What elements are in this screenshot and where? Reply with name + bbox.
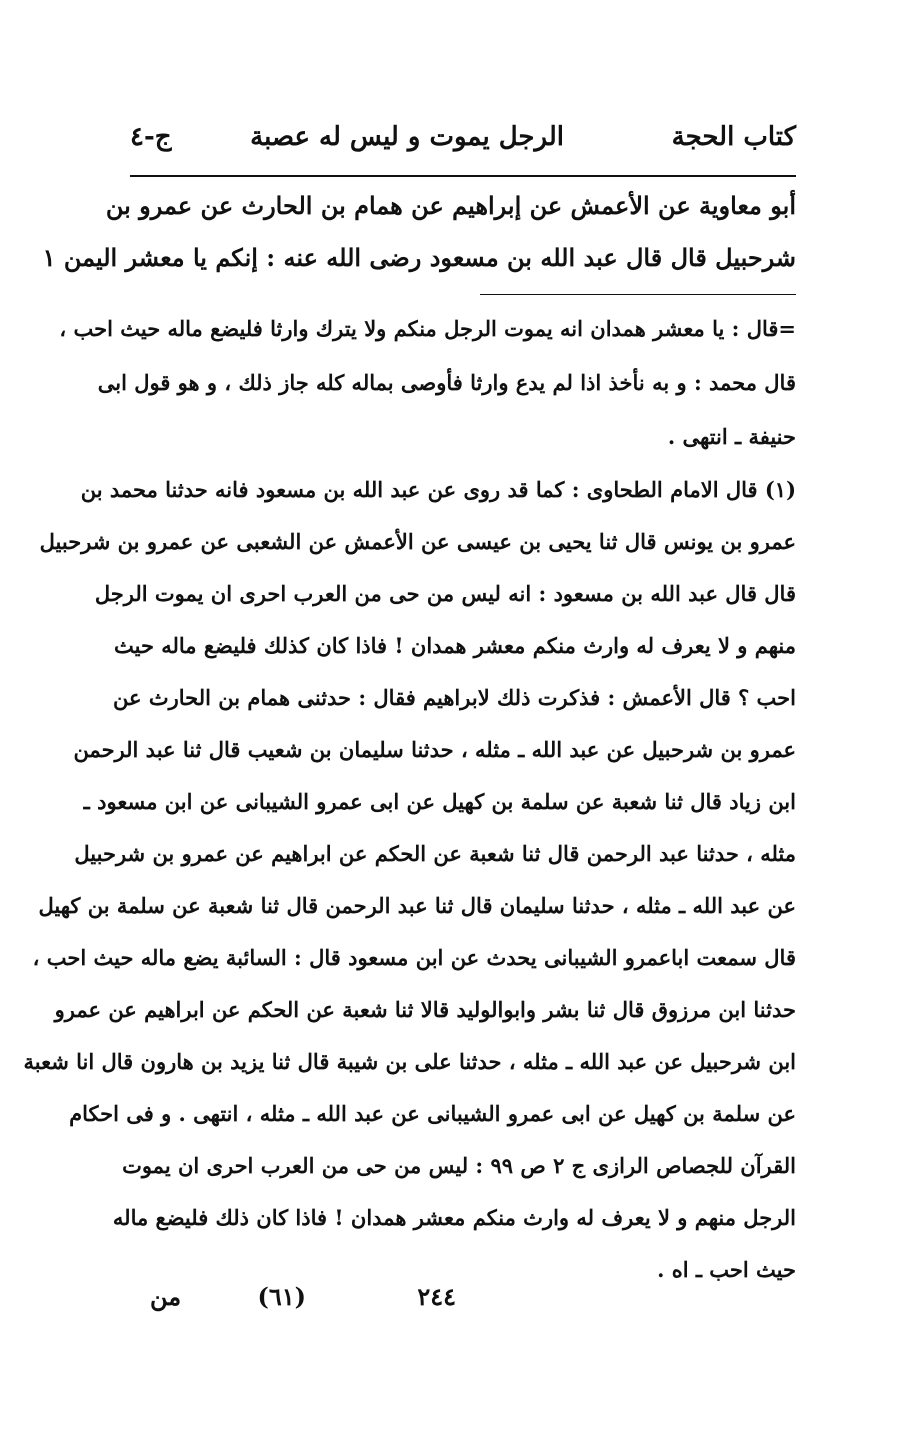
catchword: من <box>150 1282 182 1311</box>
header-chapter-title: الرجل يموت و ليس له عصبة <box>250 122 564 152</box>
note-line: قال محمد : و به نأخذ اذا لم يدع وارثا فأوصى بماله كله جاز ذلك ، و هو قول ابى <box>97 370 796 395</box>
main-text-line: أبو معاوية عن الأعمش عن إبراهيم عن همام بن الحارث عن عمرو بن <box>105 191 796 220</box>
footnote-line: الرجل منهم و لا يعرف له وارث منكم معشر همدان ! فاذا كان ذلك فليضع ماله <box>112 1205 796 1230</box>
sequence-number: (٦١) <box>257 1282 306 1311</box>
footnote-line: قال سمعت اباعمرو الشيبانى يحدث عن ابن مسعود قال : السائبة يضع ماله حيث احب ، <box>32 945 796 970</box>
footnote-line: ابن زياد قال ثنا شعبة عن سلمة بن كهيل عن ابى عمرو الشيبانى عن ابن مسعود ـ <box>83 789 796 814</box>
footnote-line: عن سلمة بن كهيل عن ابى عمرو الشيبانى عن عبد الله ـ مثله ، انتهى . و فى احكام <box>69 1101 796 1126</box>
header-volume: ج-٤ <box>130 122 172 152</box>
footnote-line: عن عبد الله ـ مثله ، حدثنا سليمان قال ثنا عبد الرحمن قال ثنا شعبة عن سلمة بن كهيل <box>38 893 796 918</box>
header-book-title: كتاب الحجة <box>671 122 796 152</box>
note-continuation <box>59 302 796 464</box>
footnote-line: القرآن للجصاص الرازى ج ٢ ص ٩٩ : ليس من حى من العرب احرى ان يموت <box>122 1153 796 1178</box>
footnote-line: منهم و لا يعرف له وارث منكم معشر همدان ! فاذا كان كذلك فليضع ماله حيث <box>114 633 796 658</box>
footnote-line: احب ؟ قال الأعمش : فذكرت ذلك لابراهيم فقال : حدثنى همام بن الحارث عن <box>113 685 796 710</box>
page-number: ٢٤٤ <box>417 1282 456 1311</box>
footnote-line: حدثنا ابن مرزوق قال ثنا بشر وابوالوليد قالا ثنا شعبة عن الحكم عن ابراهيم عن عمرو <box>54 997 796 1022</box>
footnote-separator <box>480 294 796 295</box>
footnote-1 <box>23 464 796 1296</box>
footnote-line: ابن شرحبيل عن عبد الله ـ مثله ، حدثنا على بن شيبة قال ثنا يزيد بن هارون قال انا شعبة <box>23 1049 796 1074</box>
footnote-line: حيث احب ـ اه . <box>657 1257 796 1282</box>
running-header <box>130 122 796 162</box>
footnote-line: قال قال عبد الله بن مسعود : انه ليس من حى من العرب احرى ان يموت الرجل <box>94 581 796 606</box>
note-line: حنيفة ـ انتهى . <box>667 424 796 449</box>
footnote-line: عمرو بن شرحبيل عن عبد الله ـ مثله ، حدثنا سليمان بن شعيب قال ثنا عبد الرحمن <box>73 737 796 762</box>
main-text-line: شرحبيل قال قال عبد الله بن مسعود رضى الله عنه : إنكم يا معشر اليمن ١ <box>42 243 796 272</box>
main-text <box>42 180 796 284</box>
header-rule <box>130 175 796 177</box>
footnote-line: مثله ، حدثنا عبد الرحمن قال ثنا شعبة عن الحكم عن ابراهيم عن عمرو بن شرحبيل <box>74 841 796 866</box>
note-line: =قال : يا معشر همدان انه يموت الرجل منكم ولا يترك وارثا فليضع ماله حيث احب ، <box>59 316 796 341</box>
footnote-line: (١) قال الامام الطحاوى : كما قد روى عن عبد الله بن مسعود فانه حدثنا محمد بن <box>80 477 796 502</box>
footnote-line: عمرو بن يونس قال ثنا يحيى بن عيسى عن الأعمش عن الشعبى عن عمرو بن شرحبيل <box>39 529 796 554</box>
page-footer <box>130 1282 796 1322</box>
